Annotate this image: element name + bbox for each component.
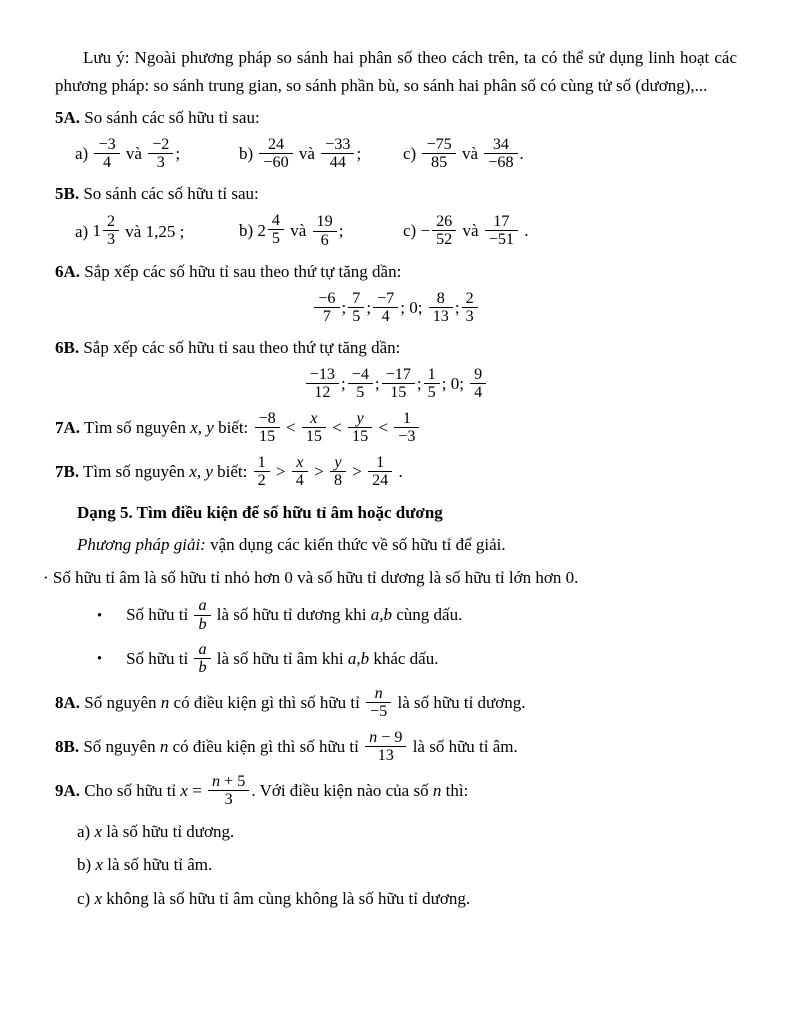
fraction-numerator: −17 <box>385 365 411 383</box>
bold-text: 7A. <box>55 417 81 437</box>
text-run: a) <box>77 821 95 841</box>
fraction-denominator: −51 <box>485 230 518 248</box>
fraction-denominator: 5 <box>348 307 364 325</box>
fraction-denominator: 4 <box>94 153 119 171</box>
math-variable: x, y <box>189 461 213 481</box>
fraction <box>485 213 518 249</box>
fraction-denominator: −68 <box>484 153 517 171</box>
text-run: và <box>121 143 147 163</box>
fraction <box>292 454 308 490</box>
math-variable: a,b <box>370 604 392 624</box>
text-run: . Với điều kiện nào của số <box>251 780 433 800</box>
math-variable: n <box>159 736 169 756</box>
fraction-denominator: 3 <box>148 153 173 171</box>
fraction-denominator: 5 <box>424 383 440 401</box>
fraction-numerator <box>330 454 346 471</box>
fraction <box>330 454 346 490</box>
fraction-numerator <box>302 410 326 427</box>
text-run: vận dụng các kiến thức về số hữu tỉ để giải. <box>205 535 506 555</box>
fraction-numerator <box>348 410 372 427</box>
text-run: c) <box>403 220 421 240</box>
text-run: = <box>187 780 207 800</box>
text-run: ; <box>454 297 460 317</box>
bold-text: 6B. <box>55 338 80 358</box>
bold-text: 9A. <box>55 780 81 800</box>
bullet-icon: • <box>97 651 103 668</box>
problem-6a-expression <box>55 291 737 327</box>
fraction-denominator: 2 <box>254 471 270 489</box>
fraction-denominator: 44 <box>321 153 354 171</box>
fraction <box>422 136 455 172</box>
fraction-denominator: 24 <box>368 471 392 489</box>
fraction-denominator: 15 <box>255 427 280 445</box>
text-run: là số hữu tỉ âm. <box>408 736 518 756</box>
bold-text: Dạng 5. Tìm điều kiện để số hữu tỉ âm hoặc dương <box>77 502 443 522</box>
math-variable: y <box>334 453 342 471</box>
fraction-numerator: 1 <box>376 453 385 471</box>
text-run: . <box>519 143 524 163</box>
fraction <box>368 454 392 490</box>
mixed-number <box>257 213 286 249</box>
fraction-numerator: 7 <box>352 289 361 307</box>
text-run: và <box>457 143 483 163</box>
fraction <box>314 290 339 326</box>
problem-6b-expression <box>55 367 737 403</box>
fraction-numerator: 1 <box>402 409 411 427</box>
document-content <box>43 44 737 912</box>
text-run: < <box>327 417 347 437</box>
problem-5b-items <box>55 213 737 250</box>
text-run: Số nguyên <box>79 736 160 756</box>
fraction <box>382 366 415 402</box>
column-item <box>403 137 524 173</box>
text-run: − <box>420 220 431 240</box>
fraction <box>94 136 119 172</box>
problem-8a <box>55 686 737 722</box>
fraction-denominator: 3 <box>103 230 119 248</box>
bold-text: 8B. <box>55 736 80 756</box>
text-run: là số hữu tỉ dương. <box>102 821 235 841</box>
fraction <box>148 136 173 172</box>
note-paragraph <box>55 44 737 99</box>
problem-7a <box>55 411 737 447</box>
math-variable: x <box>180 780 188 800</box>
fraction-denominator <box>194 658 210 676</box>
mixed-number <box>92 214 121 250</box>
text-run: khác dấu. <box>369 648 439 668</box>
fraction <box>348 366 373 402</box>
bold-text: 5B. <box>55 184 80 204</box>
text-run: Tìm số nguyên <box>79 461 190 481</box>
fraction-numerator: 9 <box>474 365 483 383</box>
problem-7b <box>55 455 737 491</box>
text-run: có điều kiện gì thì số hữu tỉ <box>169 692 365 712</box>
fraction-denominator: 5 <box>348 383 373 401</box>
text-run: a) <box>75 221 93 241</box>
text-run: có điều kiện gì thì số hữu tỉ <box>168 736 364 756</box>
fraction <box>348 290 364 326</box>
text-run: ; <box>341 373 346 393</box>
text-run: Tìm số nguyên <box>80 417 191 437</box>
fraction-denominator: −60 <box>259 153 292 171</box>
fraction-denominator: 4 <box>292 471 308 489</box>
text-run: . <box>520 220 529 240</box>
fraction-numerator <box>208 773 249 790</box>
fraction-denominator: 15 <box>382 383 415 401</box>
fraction-numerator: 2 <box>106 212 116 230</box>
text-run: < <box>281 417 300 437</box>
text-run: ; <box>175 143 181 163</box>
math-variable: b <box>198 659 207 677</box>
math-variable: a <box>198 597 207 615</box>
fraction-denominator: 4 <box>373 307 398 325</box>
text-run: So sánh các số hữu tỉ sau: <box>80 108 260 128</box>
text-run: b) <box>239 220 258 240</box>
column-item <box>239 213 403 250</box>
fraction-numerator: −33 <box>325 135 351 153</box>
fraction <box>462 290 478 326</box>
text-run: ; 0; <box>441 373 469 393</box>
column-item <box>239 137 403 173</box>
text-run: So sánh các số hữu tỉ sau: <box>79 184 259 204</box>
fraction-numerator: −6 <box>318 289 336 307</box>
fraction-numerator: −13 <box>309 365 335 383</box>
problem-9a-item-a <box>55 818 737 846</box>
fraction <box>470 366 486 402</box>
text-run: a) <box>75 143 93 163</box>
fraction-denominator: 3 <box>208 790 249 808</box>
text-run: b) <box>77 855 96 875</box>
fraction-denominator: −3 <box>394 427 419 445</box>
fraction <box>429 290 453 326</box>
text-run: cùng dấu. <box>392 604 463 624</box>
fraction-numerator: −7 <box>377 289 395 307</box>
fraction-denominator: 85 <box>422 153 455 171</box>
math-variable: a <box>198 641 207 658</box>
method-paragraph <box>55 531 737 559</box>
fraction-denominator: 3 <box>462 307 478 325</box>
bold-text: 8A. <box>55 692 81 712</box>
fraction-numerator: 19 <box>316 213 333 231</box>
math-variable: x <box>310 409 318 427</box>
math-variable: x, y <box>190 417 214 437</box>
fraction-numerator: 24 <box>267 135 285 153</box>
problem-5a-heading <box>55 104 737 132</box>
fraction-numerator: 4 <box>271 212 280 229</box>
text-run: · Số hữu tỉ âm là số hữu tỉ nhỏ hơn 0 và số hữu tỉ dương là số hữu tỉ lớn hơn 0. <box>43 567 579 587</box>
fraction <box>394 410 419 446</box>
fraction <box>194 597 210 633</box>
note-negative-positive <box>43 564 737 592</box>
fraction-denominator: 4 <box>470 383 486 401</box>
fraction <box>484 136 517 172</box>
fraction <box>268 212 284 248</box>
math-variable: n <box>374 684 383 702</box>
math-variable: a,b <box>347 648 370 668</box>
text-run: ; 0; <box>400 297 427 317</box>
text-run: biết: <box>212 461 252 481</box>
fraction <box>313 213 337 249</box>
math-variable: y <box>356 409 364 427</box>
fraction-numerator <box>194 597 210 614</box>
text-run: Sắp xếp các số hữu tỉ sau theo thứ tự tăng dần: <box>80 261 402 281</box>
fraction-denominator: 8 <box>330 471 346 489</box>
text-run: không là số hữu tỉ âm cùng không là số hữu tỉ dương. <box>102 888 471 908</box>
fraction <box>208 773 249 809</box>
fraction <box>321 136 354 172</box>
fraction <box>424 366 440 402</box>
text-run: + 5 <box>220 772 246 790</box>
fraction <box>302 410 326 446</box>
problem-9a-item-b <box>55 851 737 879</box>
bold-text: 7B. <box>55 461 80 481</box>
fraction-numerator: 8 <box>436 289 445 307</box>
text-run: là số hữu tỉ dương khi <box>212 604 371 624</box>
text-run: ; <box>366 297 372 317</box>
fraction-numerator: −8 <box>258 409 276 427</box>
math-variable: n <box>212 772 221 790</box>
math-variable: x <box>94 821 103 841</box>
text-run: > <box>348 461 367 481</box>
text-run: ; <box>356 143 362 163</box>
bullet-icon: • <box>97 607 103 624</box>
bullet-text <box>126 598 462 634</box>
text-run: ; <box>374 373 380 393</box>
fraction-numerator: 17 <box>493 212 510 230</box>
problem-8b <box>55 730 737 766</box>
text-run: − 9 <box>377 728 403 746</box>
fraction-numerator: 1 <box>257 453 266 471</box>
text-run: < <box>374 417 393 437</box>
fraction-denominator: 5 <box>268 229 284 247</box>
italic-text: Phương pháp giải: <box>77 535 206 555</box>
problem-9a <box>55 774 737 810</box>
column-item <box>403 214 529 250</box>
fraction-numerator <box>366 685 391 702</box>
fraction-denominator: 7 <box>314 307 339 325</box>
math-variable: n <box>160 692 170 712</box>
fraction-denominator <box>194 615 210 633</box>
column-item <box>75 137 239 173</box>
fraction-denominator: 15 <box>302 427 326 445</box>
text-run: ; <box>338 220 344 240</box>
problem-6b-heading <box>55 334 737 362</box>
column-item <box>75 214 239 250</box>
problem-6a-heading <box>55 258 737 286</box>
text-run: là số hữu tỉ âm khi <box>212 648 348 668</box>
fraction-numerator <box>365 729 406 746</box>
text-run: và <box>458 220 483 240</box>
problem-9a-item-c <box>55 885 737 913</box>
text-run: b) <box>239 143 258 163</box>
fraction-numerator: 26 <box>436 212 453 230</box>
fraction-denominator: 12 <box>306 383 339 401</box>
problem-5b-heading <box>55 180 737 208</box>
math-variable: b <box>198 615 207 633</box>
fraction <box>254 454 270 490</box>
math-variable: n <box>369 728 378 746</box>
text-run: > <box>309 461 328 481</box>
fraction-numerator: −75 <box>426 135 452 153</box>
fraction-numerator: 1 <box>427 365 436 383</box>
fraction-denominator: −5 <box>366 702 391 720</box>
fraction-numerator <box>194 641 210 658</box>
fraction-numerator <box>292 454 308 471</box>
fraction <box>348 410 372 446</box>
fraction-numerator: −2 <box>152 135 170 153</box>
fraction <box>194 641 210 677</box>
text-run: ; <box>341 297 347 317</box>
fraction <box>306 366 339 402</box>
fraction <box>373 290 398 326</box>
fraction <box>255 410 280 446</box>
fraction-denominator: 13 <box>365 746 406 764</box>
problem-5a-items <box>55 137 737 173</box>
fraction-numerator: −3 <box>98 135 116 153</box>
fraction-denominator: 13 <box>429 307 453 325</box>
text-run: Số hữu tỉ <box>126 604 193 624</box>
text-run: là số hữu tỉ dương. <box>393 692 526 712</box>
math-variable: n <box>432 780 442 800</box>
text-run: c) <box>77 888 95 908</box>
text-run: Số hữu tỉ <box>126 648 193 668</box>
whole-part: 2 <box>257 220 266 240</box>
text-run: ; <box>416 373 422 393</box>
text-run: Lưu ý: Ngoài phương pháp so sánh hai phân số theo cách trên, ta có thể sử dụng linh hoạt các phương pháp: so sánh trung gian, so sánh phần bù, so sánh hai phân số có cùng tử số (dương),... <box>55 48 737 95</box>
text-run: Cho số hữu tỉ <box>80 780 181 800</box>
fraction <box>365 729 406 765</box>
text-run: và <box>286 220 311 240</box>
text-run: và <box>294 143 320 163</box>
fraction-denominator: 6 <box>313 231 337 249</box>
math-variable: x <box>296 453 304 471</box>
fraction <box>259 136 292 172</box>
whole-part: 1 <box>92 221 101 241</box>
text-run: là số hữu tỉ âm. <box>102 855 213 875</box>
section-heading-dang-5 <box>55 499 737 527</box>
bullet-text <box>126 642 438 678</box>
math-variable: x <box>95 855 103 875</box>
text-run: . <box>394 461 403 481</box>
fraction <box>366 685 391 721</box>
bullet-negative-condition <box>55 642 737 678</box>
text-run: c) <box>403 143 421 163</box>
fraction <box>103 213 119 249</box>
fraction-numerator: 2 <box>465 289 474 307</box>
text-run: Sắp xếp các số hữu tỉ sau theo thứ tự tăng dần: <box>79 338 401 358</box>
text-run: > <box>271 461 290 481</box>
fraction-numerator: 34 <box>492 135 509 153</box>
text-run: Số nguyên <box>80 692 161 712</box>
bold-text: 6A. <box>55 261 81 281</box>
text-run: thì: <box>441 780 469 800</box>
fraction-denominator: 15 <box>348 427 372 445</box>
bold-text: 5A. <box>55 108 81 128</box>
fraction <box>432 213 456 249</box>
math-variable: x <box>94 888 103 908</box>
text-run: và 1,25 ; <box>121 221 185 241</box>
bullet-positive-condition <box>55 598 737 634</box>
fraction-denominator: 52 <box>432 230 456 248</box>
text-run: biết: <box>213 417 253 437</box>
fraction-numerator: −4 <box>351 365 369 383</box>
